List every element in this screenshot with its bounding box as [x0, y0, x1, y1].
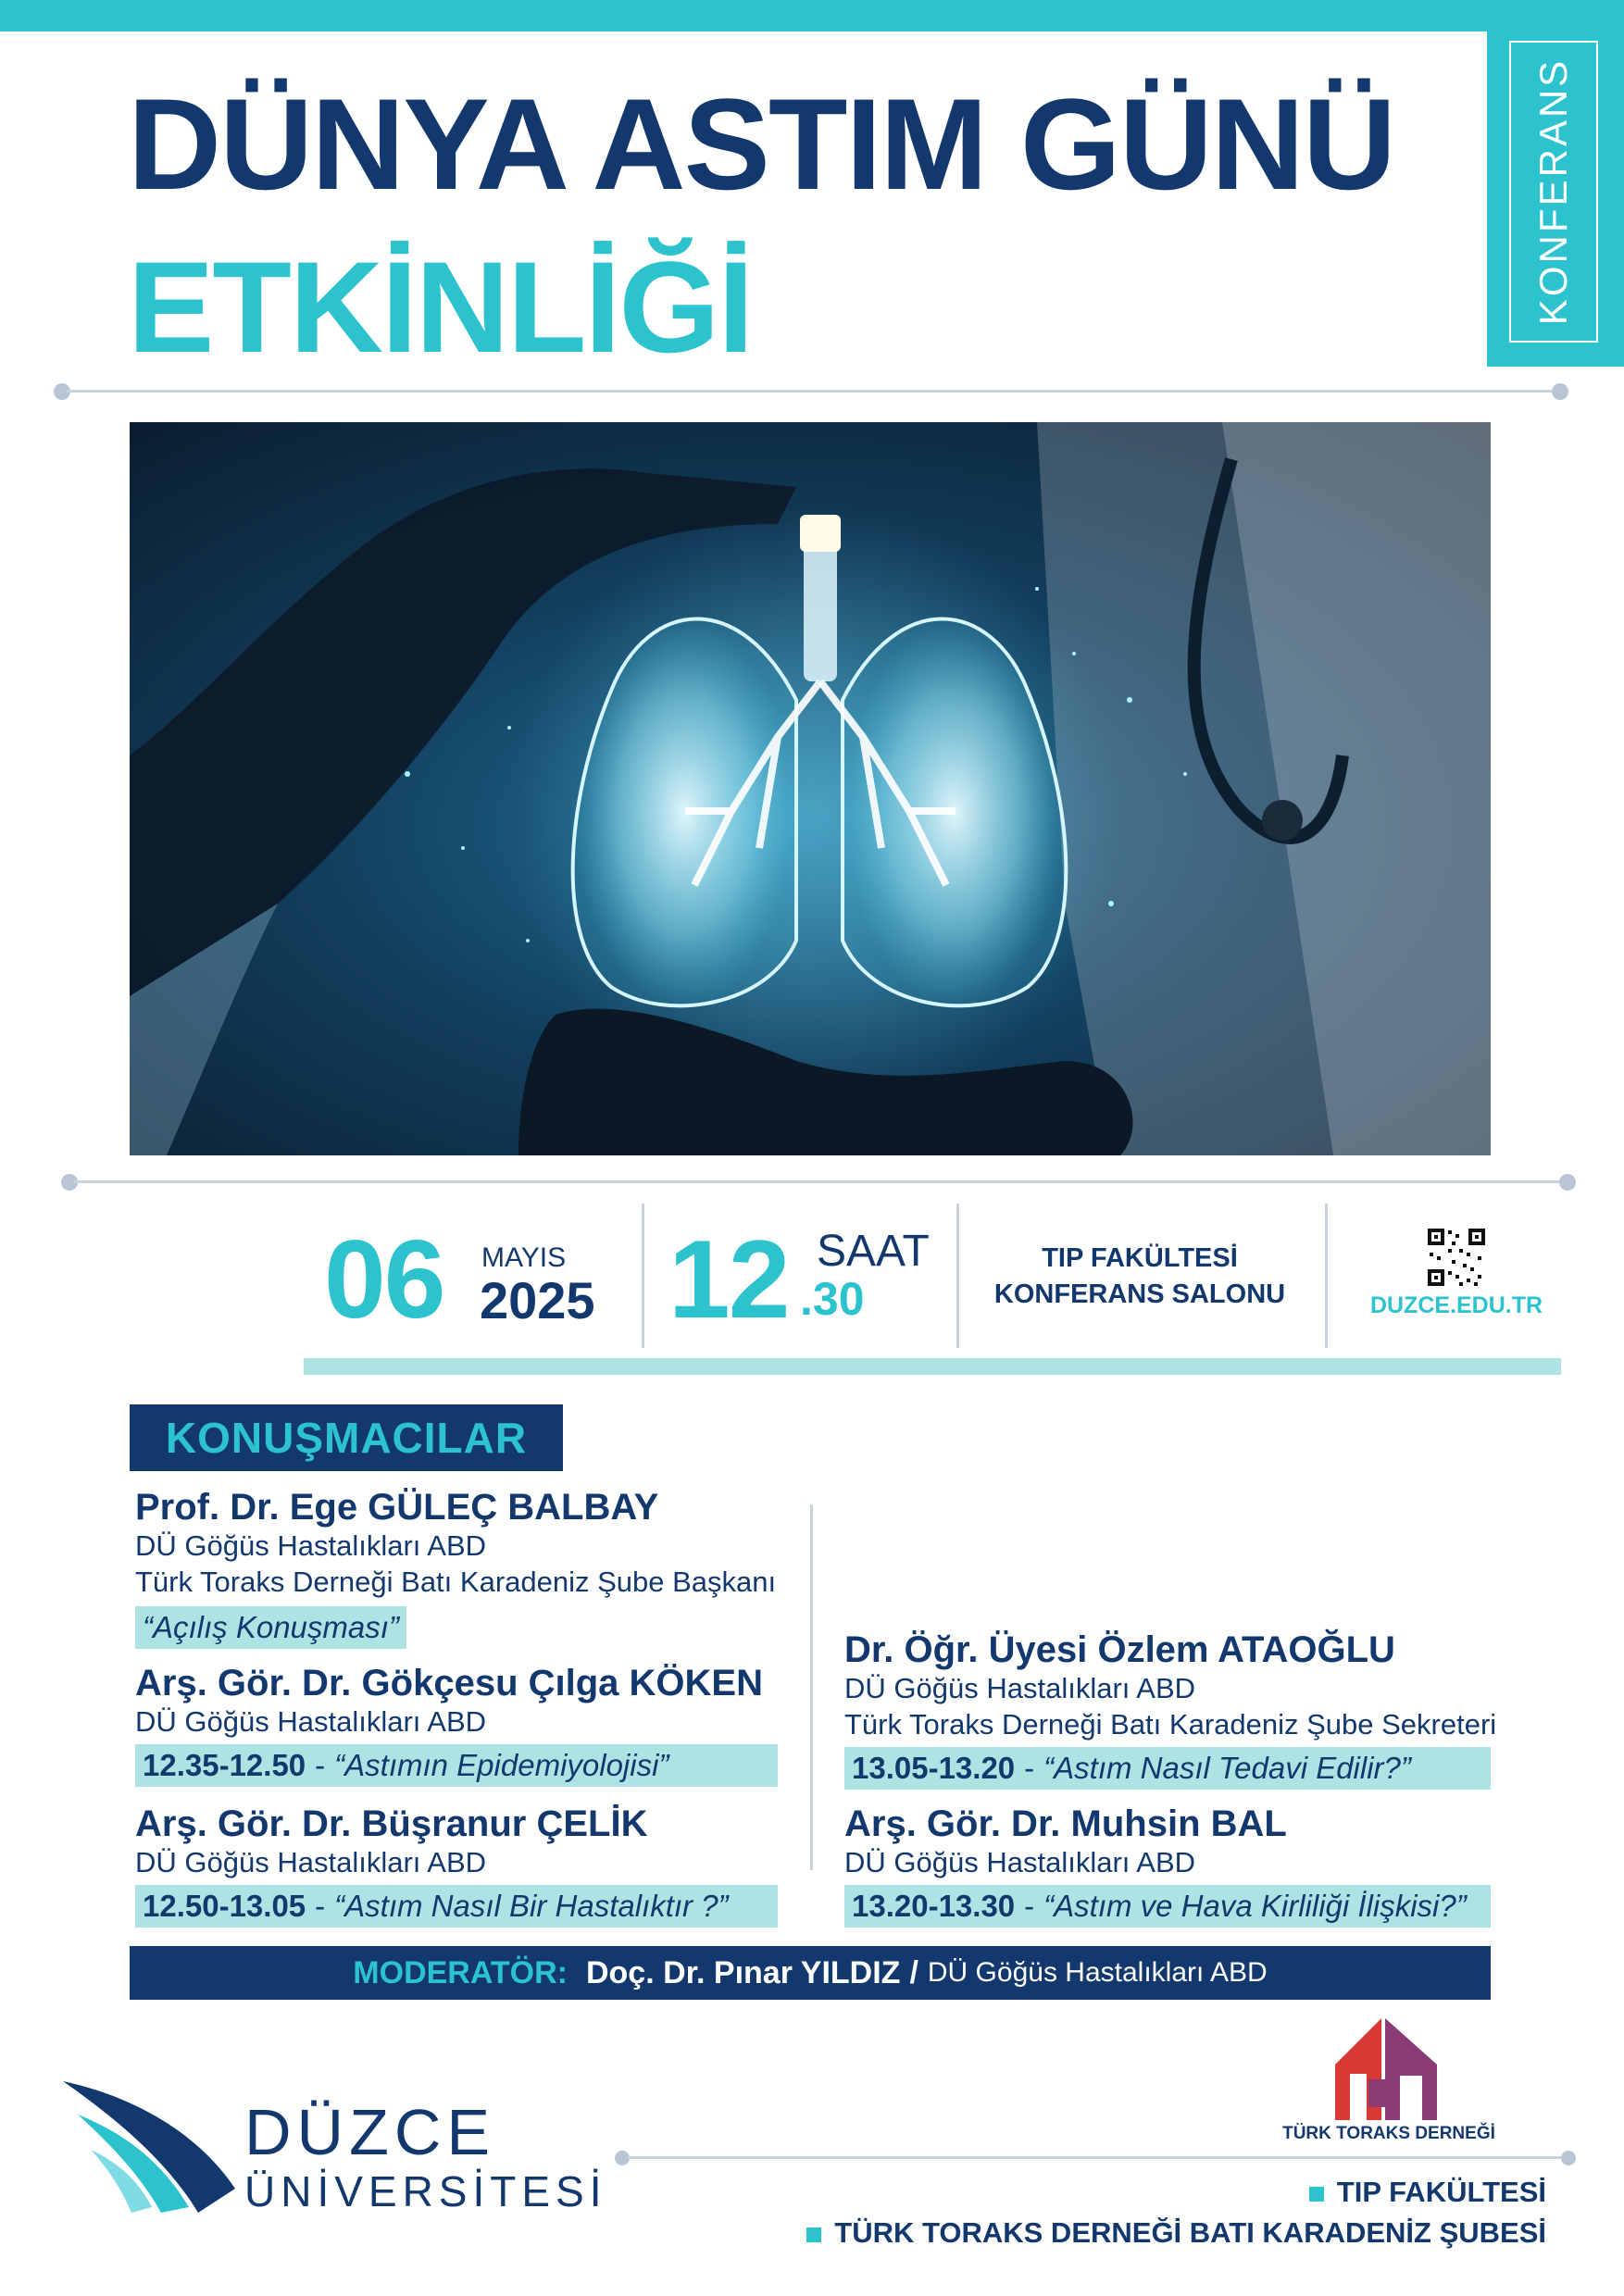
rule-dot-right	[1552, 383, 1568, 400]
speaker-name: Dr. Öğr. Üyesi Özlem ATAOĞLU	[844, 1629, 1395, 1670]
speaker-affiliation: DÜ Göğüs Hastalıkları ABD	[844, 1846, 1196, 1878]
speaker-name: Arş. Gör. Dr. Muhsin BAL	[844, 1803, 1287, 1844]
title-line-1: DÜNYA ASTIM GÜNÜ	[128, 71, 1395, 217]
hero-image	[130, 422, 1491, 1155]
talk-topic: “Astım ve Hava Kirliliği İlişkisi?”	[1043, 1888, 1467, 1923]
footer-org-2	[806, 2216, 1546, 2250]
talk-time: 13.20-13.30	[852, 1888, 1016, 1923]
title-line-2: ETKİNLİĞİ	[128, 234, 753, 380]
speaker-affiliation: DÜ Göğüs Hastalıkları ABD	[844, 1672, 1196, 1704]
rule-dot-right-2	[1559, 1174, 1576, 1191]
speaker-name: Arş. Gör. Dr. Gökçesu Çılga KÖKEN	[135, 1663, 763, 1703]
university-name-line-2: ÜNİVERSİTESİ	[244, 2167, 607, 2215]
society-logo-text: TÜRK TORAKS DERNEĞİ	[1282, 2124, 1495, 2143]
talk-box	[135, 1744, 778, 1787]
event-hour: 12	[668, 1217, 789, 1341]
separator-3	[1325, 1204, 1328, 1348]
venue-line-1: TIP FAKÜLTESİ	[1042, 1243, 1238, 1273]
talk-topic: “Açılış Konuşması”	[143, 1609, 399, 1644]
divider-rule	[67, 390, 1561, 393]
side-tab-label-wrap	[1509, 41, 1598, 343]
speakers-heading-box	[130, 1404, 563, 1471]
bullet-square	[806, 2227, 821, 2242]
moderator-name: Doç. Dr. Pınar YILDIZ	[585, 1954, 901, 1990]
talk-separator: -	[1024, 1750, 1035, 1785]
speaker-name: Prof. Dr. Ege GÜLEÇ BALBAY	[135, 1487, 659, 1528]
divider-rule-2	[74, 1180, 1568, 1183]
speaker-card	[135, 1487, 776, 1649]
footer-org-1	[1309, 2176, 1546, 2209]
top-accent-bar	[0, 0, 1624, 31]
lungs-illustration	[130, 422, 1491, 1155]
moderator-separator: /	[909, 1954, 918, 1990]
website-link[interactable]: DUZCE.EDU.TR	[1369, 1292, 1543, 1318]
event-month: MAYIS	[481, 1242, 567, 1273]
speaker-card	[844, 1803, 1491, 1928]
talk-topic: “Astım Nasıl Tedavi Edilir?”	[1043, 1750, 1411, 1785]
footer-rule	[628, 2156, 1568, 2159]
talk-time: 12.50-13.05	[143, 1888, 306, 1923]
speaker-card	[135, 1803, 778, 1928]
event-saat-label: SAAT	[817, 1227, 930, 1276]
speakers-heading: KONUŞMACILAR	[165, 1414, 528, 1462]
talk-separator: -	[1024, 1888, 1035, 1923]
talk-separator: -	[315, 1888, 326, 1923]
speaker-affiliation: DÜ Göğüs Hastalıkları ABD	[135, 1846, 487, 1878]
venue-line-2: KONFERANS SALONU	[993, 1279, 1286, 1310]
moderator-affiliation: DÜ Göğüs Hastalıkları ABD	[927, 1957, 1268, 1988]
side-tab-label: KONFERANS	[1531, 57, 1575, 326]
bullet-square	[1309, 2187, 1324, 2202]
talk-box	[135, 1885, 778, 1928]
talk-time: 12.35-12.50	[143, 1747, 306, 1782]
venue	[978, 1241, 1302, 1313]
talk-box	[844, 1747, 1491, 1790]
footer-org-2-label: TÜRK TORAKS DERNEĞİ BATI KARADENİZ ŞUBESİ	[834, 2216, 1546, 2249]
moderator-bar	[130, 1946, 1491, 2000]
duzce-university-logo	[59, 2078, 241, 2215]
talk-topic: “Astım Nasıl Bir Hastalıktır ?”	[334, 1888, 729, 1923]
teal-accent-bar	[304, 1358, 1561, 1375]
speaker-affiliation: DÜ Göğüs Hastalıkları ABD	[135, 1705, 487, 1738]
talk-time: 13.05-13.20	[852, 1750, 1016, 1785]
footer-rule-dot-right	[1561, 2151, 1576, 2165]
speaker-name: Arş. Gör. Dr. Büşranur ÇELİK	[135, 1803, 648, 1844]
speaker-affiliation: DÜ Göğüs Hastalıkları ABD	[135, 1529, 487, 1562]
qr-code-icon[interactable]	[1426, 1227, 1487, 1288]
separator-1	[642, 1204, 644, 1348]
event-year: 2025	[480, 1271, 595, 1329]
event-minute: .30	[800, 1273, 865, 1325]
speaker-card	[135, 1663, 778, 1787]
university-name-line-1: DÜZCE	[244, 2096, 496, 2168]
footer-org-1-label: TIP FAKÜLTESİ	[1336, 2176, 1546, 2208]
moderator-label: MODERATÖR:	[353, 1954, 568, 1990]
speaker-card	[844, 1629, 1496, 1790]
turk-toraks-logo	[1326, 2018, 1446, 2120]
talk-topic: “Astımın Epidemiyolojisi”	[334, 1747, 669, 1782]
speaker-affiliation: Türk Toraks Derneği Batı Karadeniz Şube Sekreteri	[844, 1707, 1497, 1741]
separator-2	[956, 1204, 959, 1348]
talk-box	[135, 1606, 406, 1649]
speaker-affiliation: Türk Toraks Derneği Batı Karadeniz Şube Başkanı	[135, 1565, 777, 1598]
event-day: 06	[324, 1217, 444, 1341]
talk-separator: -	[315, 1747, 326, 1782]
talk-box	[844, 1885, 1491, 1928]
speakers-column-separator	[810, 1504, 813, 1870]
